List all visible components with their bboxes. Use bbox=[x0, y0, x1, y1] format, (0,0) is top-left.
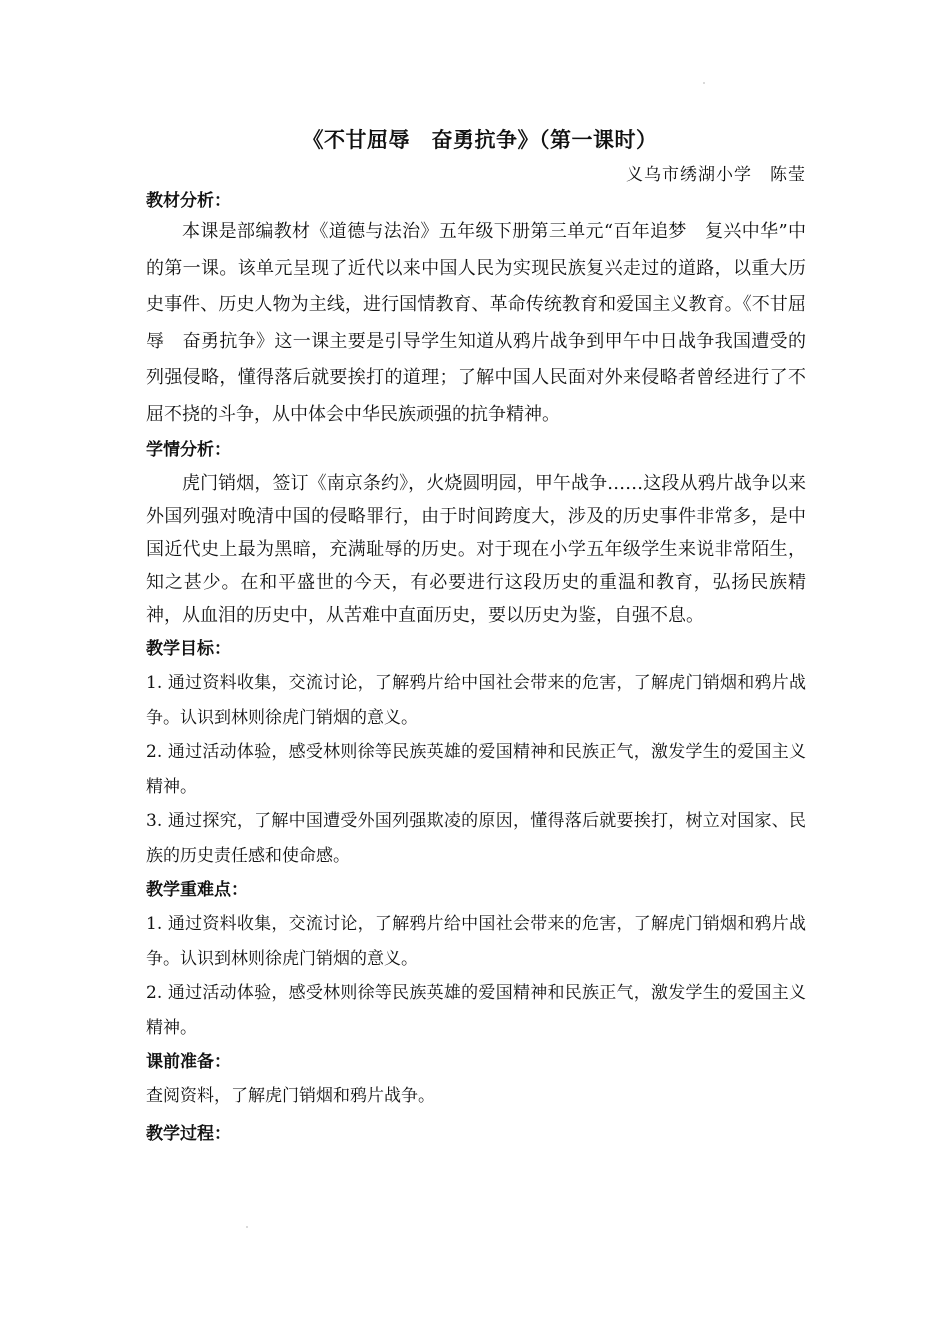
section-heading: 教学过程： bbox=[146, 1124, 231, 1144]
key-point-item: 2. 通过活动体验，感受林则徐等民族英雄的爱国精神和民族正气，激发学生的爱国主义精神。 bbox=[146, 983, 806, 1038]
section-preparation bbox=[146, 1049, 806, 1113]
section-teaching-objectives bbox=[146, 636, 806, 873]
section-paragraph: 虎门销烟，签订《南京条约》，火烧圆明园，甲午战争……这段从鸦片战争以来外国列强对晚清中国的侵略罪行，由于时间跨度大，涉及的历史事件非常多，是中国近代史上最为黑暗，充满耻辱的历史。对于现在小学五年级学生来说非常陌生，知之甚少。在和平盛世的今天，有必要进行这段历史的重温和教育，弘扬民族精神，从血泪的历史中，从苦难中直面历史，要以历史为鉴，自强不息。 bbox=[146, 473, 806, 626]
objective-item: 3. 通过探究，了解中国遭受外国列强欺凌的原因，懂得落后就要挨打，树立对国家、民族的历史责任感和使命感。 bbox=[146, 811, 806, 866]
section-heading: 学情分析： bbox=[146, 440, 231, 460]
section-textbook-analysis bbox=[146, 188, 806, 433]
document-page bbox=[146, 124, 806, 1147]
section-paragraph: 本课是部编教材《道德与法治》五年级下册第三单元“百年追梦 复兴中华”中的第一课。该单元呈现了近代以来中国人民为实现民族复兴走过的道路，以重大历史事件、历史人物为主线，进行国情教育、革命传统教育和爱国主义教育。《不甘屈辱 奋勇抗争》这一课主要是引导学生知道从鸦片战争到甲午中日战争我国遭受的列强侵略，懂得落后就要挨打的道理；了解中国人民面对外来侵略者曾经进行了不屈不挠的斗争，从中体会中华民族顽强的抗争精神。 bbox=[146, 221, 806, 425]
scan-speck bbox=[246, 1226, 248, 1228]
section-heading: 教材分析： bbox=[146, 191, 231, 211]
document-author: 义乌市绣湖小学 陈莹 bbox=[626, 165, 806, 185]
objective-item: 1. 通过资料收集，交流讨论，了解鸦片给中国社会带来的危害，了解虎门销烟和鸦片战争。认识到林则徐虎门销烟的意义。 bbox=[146, 673, 806, 728]
section-key-difficulties bbox=[146, 877, 806, 1045]
preparation-text: 查阅资料，了解虎门销烟和鸦片战争。 bbox=[146, 1086, 435, 1106]
objective-item: 2. 通过活动体验，感受林则徐等民族英雄的爱国精神和民族正气，激发学生的爱国主义精神。 bbox=[146, 742, 806, 797]
section-heading: 课前准备： bbox=[146, 1052, 231, 1072]
section-teaching-process bbox=[146, 1121, 806, 1147]
document-title: 《不甘屈辱 奋勇抗争》（第一课时） bbox=[302, 128, 658, 152]
section-heading: 教学重难点： bbox=[146, 880, 248, 900]
key-point-item: 1. 通过资料收集，交流讨论，了解鸦片给中国社会带来的危害，了解虎门销烟和鸦片战争。认识到林则徐虎门销烟的意义。 bbox=[146, 914, 806, 969]
section-student-analysis bbox=[146, 437, 806, 632]
section-heading: 教学目标： bbox=[146, 639, 231, 659]
scan-speck bbox=[703, 82, 705, 84]
